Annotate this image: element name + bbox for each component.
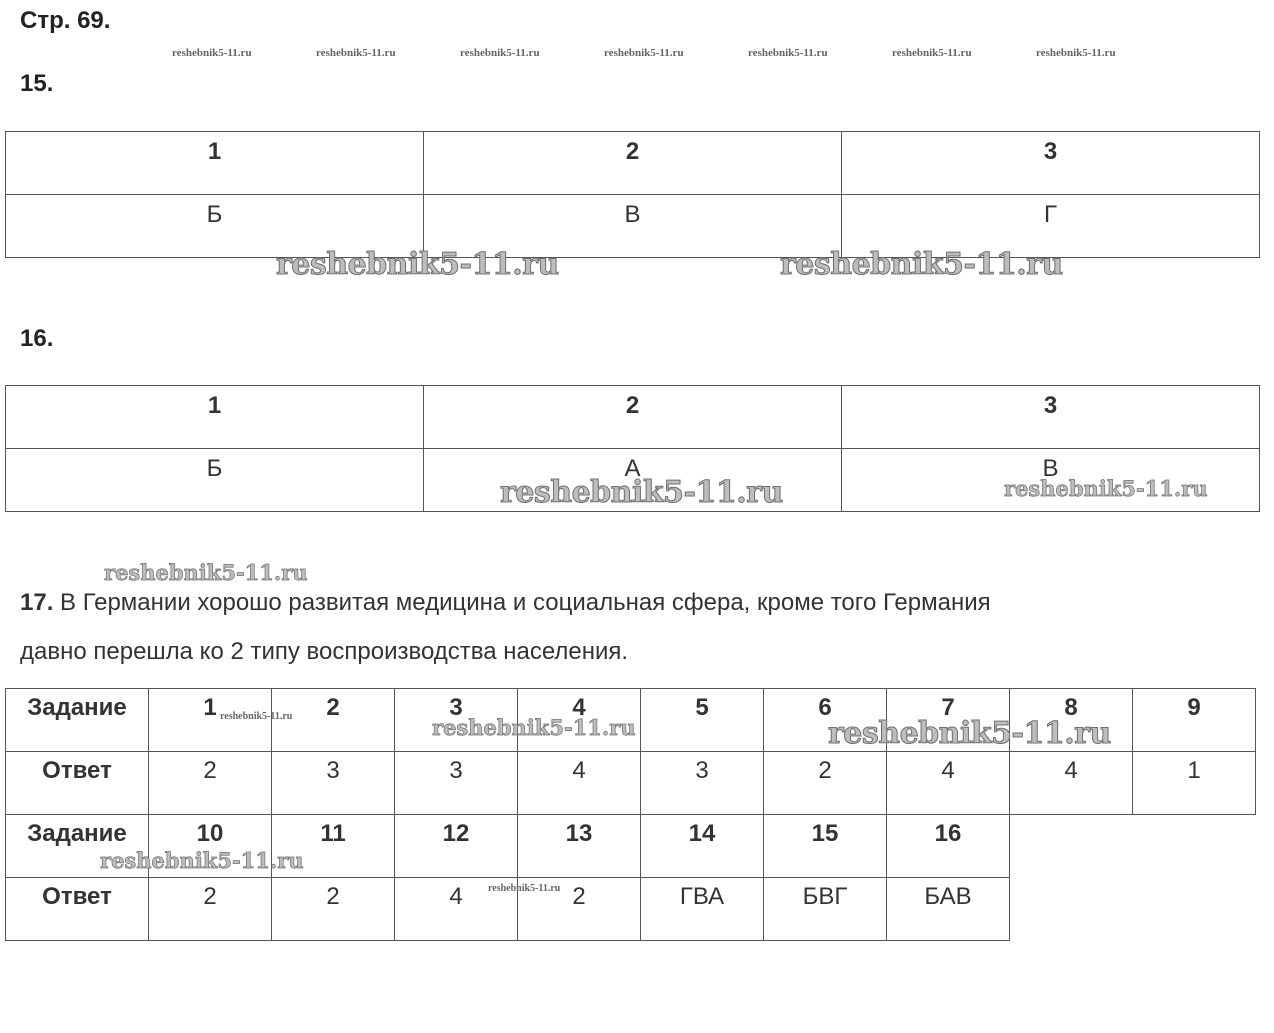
task-number: 5 <box>641 689 764 752</box>
answer-value: ГВА <box>641 878 764 941</box>
answer-label: Ответ <box>6 752 149 815</box>
empty-cell <box>1010 815 1133 878</box>
answer-value: 3 <box>395 752 518 815</box>
answer-value: 2 <box>518 878 641 941</box>
task-number: 8 <box>1010 689 1133 752</box>
watermark: reshebnik5-11.ru <box>780 247 1063 282</box>
task-17-number: 17. <box>20 589 54 616</box>
watermark: reshebnik5-11.ru <box>1036 47 1116 59</box>
watermark: reshebnik5-11.ru <box>276 247 559 282</box>
task-15-table <box>5 131 1260 258</box>
table-header-cell: 1 <box>6 386 424 449</box>
table-row <box>6 878 1256 941</box>
watermark: reshebnik5-11.ru <box>892 47 972 59</box>
table-header-cell: 2 <box>424 132 842 195</box>
watermark: reshebnik5-11.ru <box>316 47 396 59</box>
task-number: 13 <box>518 815 641 878</box>
table-header-cell: 1 <box>6 132 424 195</box>
answer-value: 2 <box>764 752 887 815</box>
table-cell: Б <box>6 449 424 512</box>
table-cell: Г <box>842 195 1260 258</box>
task-number: 3 <box>395 689 518 752</box>
answer-value: 3 <box>641 752 764 815</box>
task-number: 7 <box>887 689 1010 752</box>
task-17-text: давно перешла ко 2 типу воспроизводства населения. <box>20 638 629 665</box>
answer-value: 4 <box>1010 752 1133 815</box>
task-number: 11 <box>272 815 395 878</box>
task-15-number: 15. <box>20 70 54 97</box>
answer-value: БВГ <box>764 878 887 941</box>
watermark: reshebnik5-11.ru <box>500 475 783 510</box>
task-number: 4 <box>518 689 641 752</box>
answer-value: 4 <box>518 752 641 815</box>
watermark: reshebnik5-11.ru <box>748 47 828 59</box>
task-label: Задание <box>6 689 149 752</box>
answer-value: 1 <box>1133 752 1256 815</box>
answer-value: 2 <box>149 878 272 941</box>
table-cell: А <box>424 449 842 512</box>
answer-value: 4 <box>887 752 1010 815</box>
answer-value: 4 <box>395 878 518 941</box>
answer-value: 2 <box>149 752 272 815</box>
answer-value: 2 <box>272 878 395 941</box>
task-number: 16 <box>887 815 1010 878</box>
table-cell: В <box>842 449 1260 512</box>
table-header-cell: 2 <box>424 386 842 449</box>
task-16-number: 16. <box>20 325 54 352</box>
answer-value: 3 <box>272 752 395 815</box>
task-number: 10 <box>149 815 272 878</box>
task-17-paragraph <box>20 578 1220 676</box>
task-number: 1 <box>149 689 272 752</box>
table-row <box>6 752 1256 815</box>
table-header-cell: 3 <box>842 386 1260 449</box>
watermark: reshebnik5-11.ru <box>104 560 308 585</box>
task-label: Задание <box>6 815 149 878</box>
watermark: reshebnik5-11.ru <box>604 47 684 59</box>
table-cell: В <box>424 195 842 258</box>
watermark: reshebnik5-11.ru <box>100 848 304 873</box>
watermark: reshebnik5-11.ru <box>1004 476 1208 501</box>
empty-cell <box>1010 878 1133 941</box>
watermark: reshebnik5-11.ru <box>220 711 293 722</box>
task-17-text: В Германии хорошо развитая медицина и социальная сфера, кроме того Германия <box>60 589 991 616</box>
task-number: 15 <box>764 815 887 878</box>
page-title: Стр. 69. <box>20 7 111 34</box>
task-number: 14 <box>641 815 764 878</box>
watermark: reshebnik5-11.ru <box>828 716 1111 751</box>
watermark: reshebnik5-11.ru <box>460 47 540 59</box>
watermark: reshebnik5-11.ru <box>432 715 636 740</box>
answer-label: Ответ <box>6 878 149 941</box>
answer-value: БАВ <box>887 878 1010 941</box>
watermark: reshebnik5-11.ru <box>172 47 252 59</box>
empty-cell <box>1133 815 1256 878</box>
table-cell: Б <box>6 195 424 258</box>
empty-cell <box>1133 878 1256 941</box>
table-header-cell: 3 <box>842 132 1260 195</box>
task-number: 9 <box>1133 689 1256 752</box>
task-number: 12 <box>395 815 518 878</box>
task-number: 2 <box>272 689 395 752</box>
watermark: reshebnik5-11.ru <box>488 883 561 894</box>
task-number: 6 <box>764 689 887 752</box>
